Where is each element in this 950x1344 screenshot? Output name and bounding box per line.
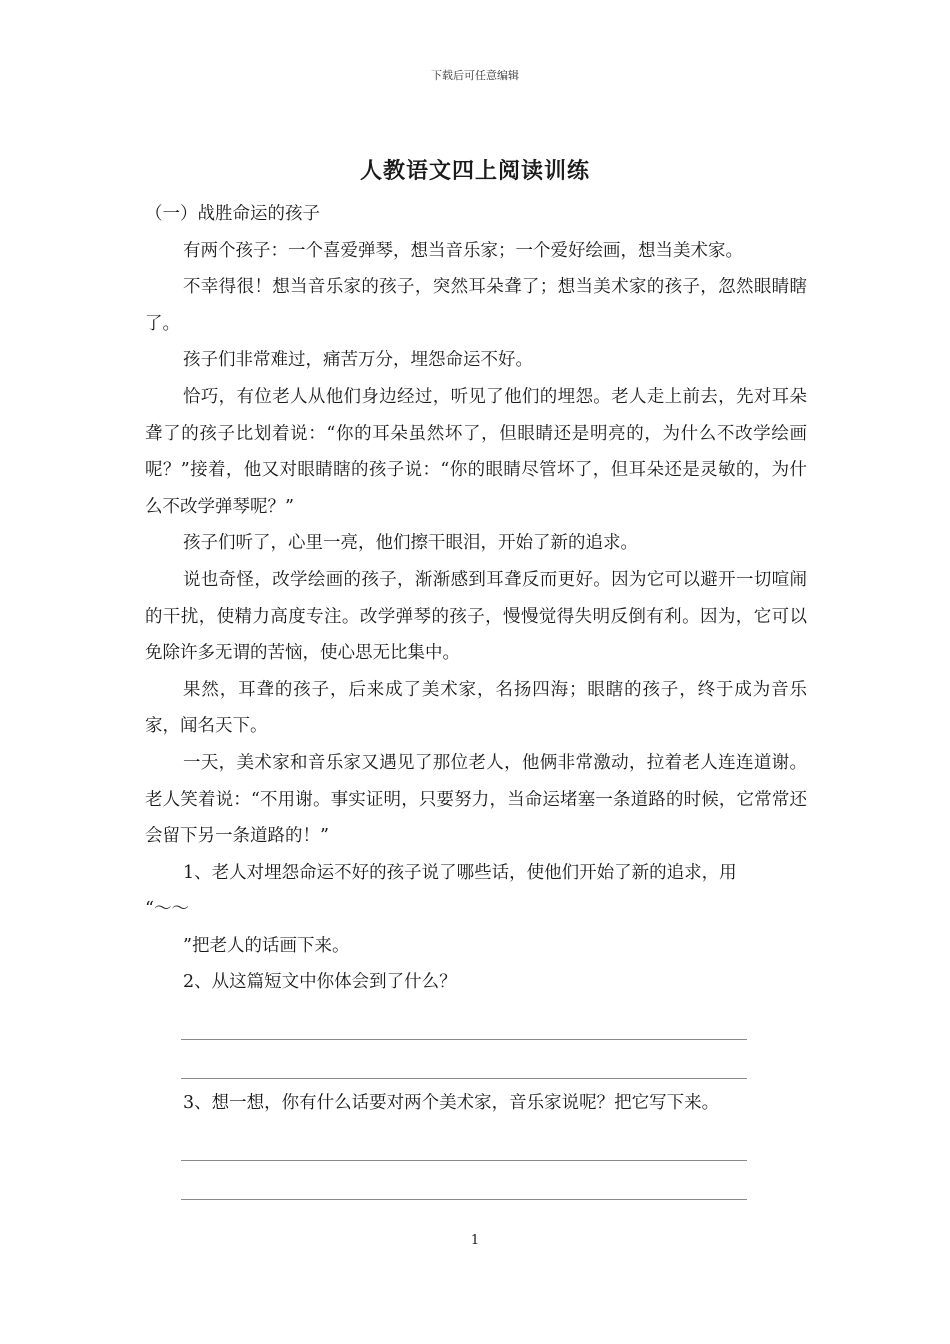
header-note: 下载后可任意编辑 — [431, 69, 519, 82]
answer-line[interactable] — [181, 1001, 747, 1040]
answer-line[interactable] — [181, 1040, 747, 1079]
answer-line[interactable] — [181, 1122, 747, 1161]
paragraph: 有两个孩子：一个喜爱弹琴，想当音乐家；一个爱好绘画，想当美术家。 — [183, 240, 743, 261]
paragraph: 不幸得很！想当音乐家的孩子，突然耳朵聋了；想当美术家的孩子，忽然眼睛瞎了。 — [145, 277, 807, 334]
answer-line[interactable] — [181, 1161, 747, 1200]
paragraph: 一天，美术家和音乐家又遇见了那位老人，他俩非常激动，拉着老人连连道谢。老人笑着说：“不用谢。事实证明，只要努力，当命运堵塞一条道路的时候，它常常还会留下另一条道路的！” — [145, 752, 807, 847]
paragraph: 恰巧，有位老人从他们身边经过，听见了他们的埋怨。老人走上前去，先对耳朵聋了的孩子比划着说：“你的耳朵虽然坏了，但眼睛还是明亮的，为什么不改学绘画呢？”接着，他又对眼睛瞎的孩子说：“你的眼睛尽管坏了，但耳朵还是灵敏的，为什么不改学弹琴呢？” — [145, 386, 807, 517]
question-3: 3、想一想，你有什么话要对两个美术家，音乐家说呢？把它写下来。 — [183, 1093, 720, 1114]
paragraph: 孩子们非常难过，痛苦万分，埋怨命运不好。 — [183, 350, 533, 371]
question-2: 2、从这篇短文中你体会到了什么？ — [183, 972, 457, 993]
question-1-cont: ”把老人的话画下来。 — [183, 935, 350, 956]
answer-area-3[interactable] — [145, 1122, 807, 1200]
document-title: 人教语文四上阅读训练 — [359, 158, 590, 184]
section-title: （一）战胜命运的孩子 — [145, 204, 320, 224]
answer-area-2[interactable] — [145, 1001, 807, 1079]
paragraph: 说也奇怪，改学绘画的孩子，渐渐感到耳聋反而更好。因为它可以避开一切喧闹的干扰，使精力高度专注。改学弹琴的孩子，慢慢觉得失明反倒有利。因为，它可以免除许多无谓的苦恼，使心思无比集中。 — [145, 569, 807, 664]
question-1: 1、老人对埋怨命运不好的孩子说了哪些话，使他们开始了新的追求，用 — [183, 862, 737, 883]
paragraph: 孩子们听了，心里一亮，他们擦干眼泪，开始了新的追求。 — [183, 533, 638, 554]
page-number: 1 — [470, 1233, 480, 1248]
question-1-mark: “～～ — [145, 899, 189, 920]
document-body — [145, 196, 807, 1206]
paragraph: 果然，耳聋的孩子，后来成了美术家，名扬四海；眼瞎的孩子，终于成为音乐家，闻名天下。 — [145, 679, 807, 737]
